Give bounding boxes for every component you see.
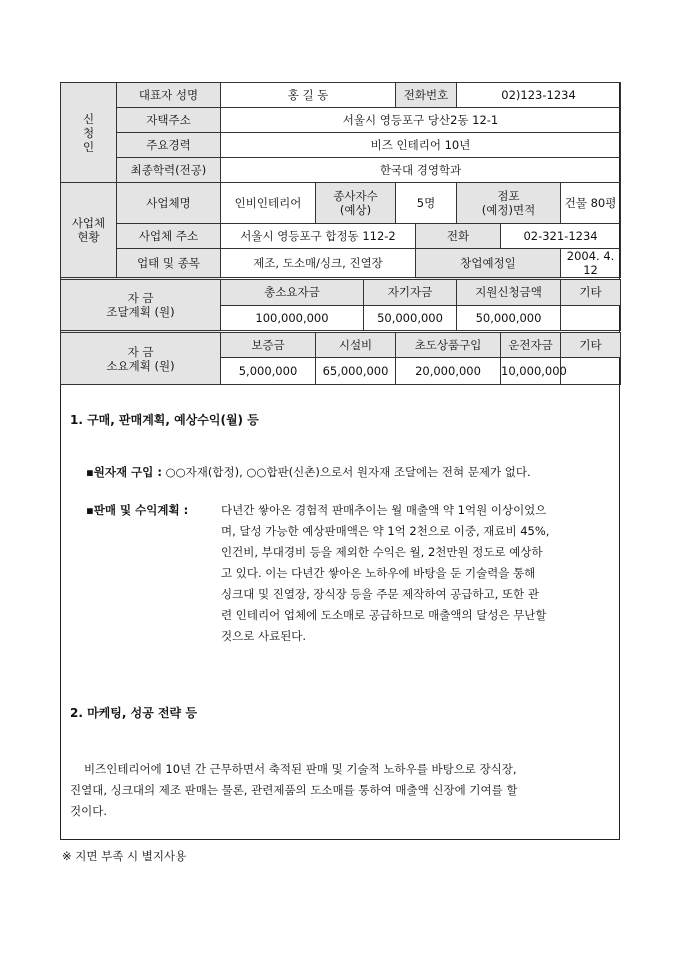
business-address-value: 서울시 영등포구 합정동 112-2	[221, 224, 416, 249]
sales-line: 인건비, 부대경비 등을 제외한 수익은 월, 2천만원 정도로 예상하	[221, 545, 543, 559]
store-area-label: 점포 (예정)면적	[457, 183, 561, 224]
section1-title: 1. 구매, 판매계획, 예상수익(월) 등	[70, 413, 259, 427]
section2-title: 2. 마케팅, 성공 전략 등	[70, 706, 197, 720]
usage-value-deposit: 5,000,000	[221, 358, 316, 385]
phone-value: 02)123-1234	[457, 83, 621, 108]
bullet-materials-label: ▪원자재 구입 :	[86, 465, 162, 479]
funding-value-total: 100,000,000	[221, 305, 364, 332]
usage-value-working: 10,000,000	[501, 358, 561, 385]
education-label: 최종학력(전공)	[117, 158, 221, 183]
business-phone-label: 전화	[416, 224, 501, 249]
business-section-label: 사업체 현황	[61, 183, 117, 279]
sales-line: 다년간 쌓아온 경험적 판매추이는 월 매출액 약 1억원 이상이었으	[221, 503, 547, 517]
strategy-line: 것이다.	[70, 804, 107, 818]
usage-value-other	[561, 358, 621, 385]
sales-line: 것으로 사료된다.	[221, 629, 307, 643]
usage-header-other: 기타	[561, 332, 621, 358]
employees-value: 5명	[396, 183, 457, 224]
funding-header-own: 자기자금	[364, 279, 457, 306]
business-name-value: 인비인테리어	[221, 183, 316, 224]
employees-label: 종사자수 (예상)	[316, 183, 396, 224]
bullet-materials-text: ○○자재(합정), ○○합판(신촌)으로서 원자재 조달에는 전혀 문제가 없다.	[165, 465, 531, 479]
sales-line: 며, 달성 가능한 예상판매액은 약 1억 2천으로 이중, 재료비 45%,	[221, 524, 550, 538]
usage-label: 자 금 소요계획 (원)	[61, 332, 221, 385]
usage-header-deposit: 보증금	[221, 332, 316, 358]
open-date-value: 2004. 4. 12	[561, 249, 621, 279]
usage-value-facility: 65,000,000	[316, 358, 396, 385]
funding-label: 자 금 조달계획 (원)	[61, 279, 221, 332]
funding-header-request: 지원신청금액	[457, 279, 561, 306]
funding-value-own: 50,000,000	[364, 305, 457, 332]
rep-name-label: 대표자 성명	[117, 83, 221, 108]
open-date-label: 창업예정일	[416, 249, 561, 279]
business-name-label: 사업체명	[117, 183, 221, 224]
business-address-label: 사업체 주소	[117, 224, 221, 249]
sales-line: 련 인테리어 업체에 도소매로 공급하므로 매출액의 달성은 무난할	[221, 608, 547, 622]
bullet-sales-text	[221, 500, 611, 647]
career-value: 비즈 인테리어 10년	[221, 133, 621, 158]
business-phone-value: 02-321-1234	[501, 224, 621, 249]
usage-header-working: 운전자금	[501, 332, 561, 358]
phone-label: 전화번호	[396, 83, 457, 108]
strategy-line: 진열대, 싱크대의 제조 판매는 물론, 관련제품의 도소매를 통하여 매출액 신장에 기여를 할	[70, 783, 518, 797]
business-type-label: 업태 및 종목	[117, 249, 221, 279]
usage-value-initial-goods: 20,000,000	[396, 358, 501, 385]
strategy-line: 비즈인테리어에 10년 간 근무하면서 축적된 판매 및 기술적 노하우를 바탕으로 장식장,	[84, 762, 517, 776]
funding-header-total: 총소요자금	[221, 279, 364, 306]
application-table	[60, 82, 621, 385]
usage-header-facility: 시설비	[316, 332, 396, 358]
education-value: 한국대 경영학과	[221, 158, 621, 183]
funding-value-request: 50,000,000	[457, 305, 561, 332]
store-area-value: 건물 80평	[561, 183, 621, 224]
funding-header-other: 기타	[561, 279, 621, 306]
usage-header-initial-goods: 초도상품구입	[396, 332, 501, 358]
business-type-value: 제조, 도소매/싱크, 진열장	[221, 249, 416, 279]
address-value: 서울시 영등포구 당산2동 12-1	[221, 108, 621, 133]
sales-line: 싱크대 및 진열장, 장식장 등을 주문 제작하여 공급하고, 또한 관	[221, 587, 539, 601]
bullet-sales-label: ▪판매 및 수익계획 :	[86, 503, 189, 517]
funding-value-other	[561, 305, 621, 332]
sales-line: 고 있다. 이는 다년간 쌓아온 노하우에 바탕을 둔 기술력을 통해	[221, 566, 536, 580]
footnote: ※ 지면 부족 시 별지사용	[62, 849, 187, 863]
rep-name-value: 홍 길 동	[221, 83, 396, 108]
career-label: 주요경력	[117, 133, 221, 158]
bullet-materials	[86, 462, 531, 483]
applicant-section-label: 신 청 인	[61, 83, 117, 183]
section2-text	[70, 759, 610, 822]
address-label: 자택주소	[117, 108, 221, 133]
